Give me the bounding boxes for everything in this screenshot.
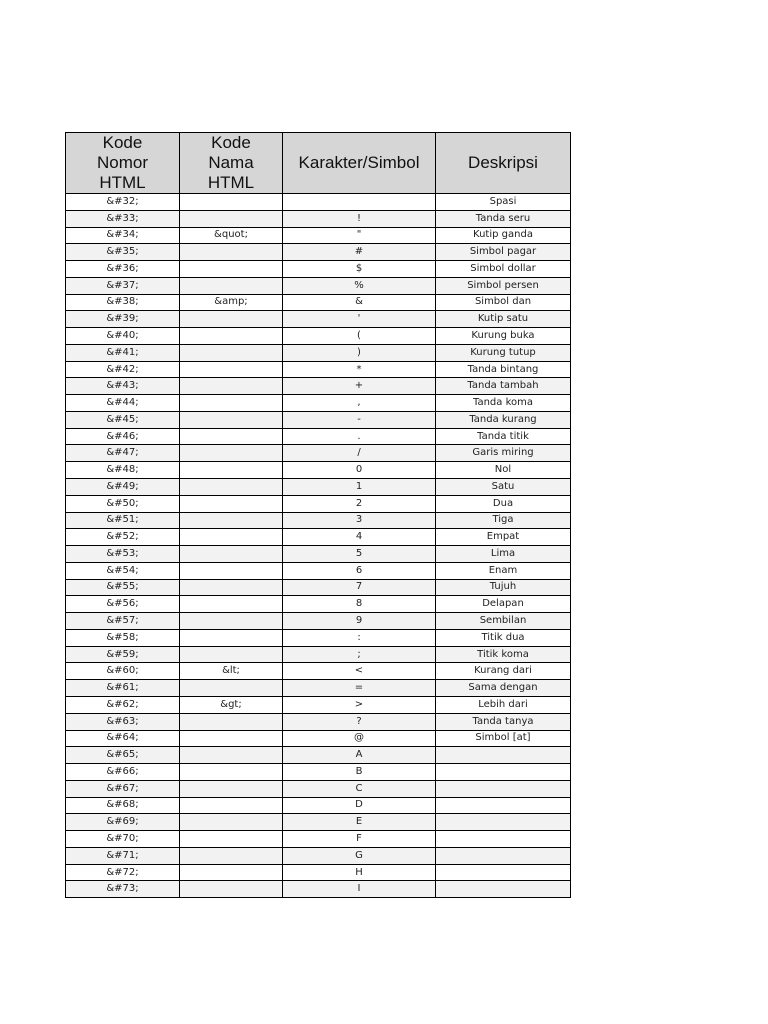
cell-kode-nama (180, 411, 283, 428)
cell-karakter: @ (283, 730, 436, 747)
cell-kode-nomor: &#56; (66, 596, 180, 613)
cell-kode-nama (180, 747, 283, 764)
cell-kode-nama (180, 629, 283, 646)
table-row (66, 546, 571, 563)
cell-karakter: H (283, 864, 436, 881)
cell-kode-nama (180, 445, 283, 462)
cell-kode-nama (180, 378, 283, 395)
cell-kode-nomor: &#72; (66, 864, 180, 881)
table-row (66, 613, 571, 630)
table-row (66, 831, 571, 848)
cell-deskripsi (436, 764, 571, 781)
header-kode-nomor: Kode Nomor HTML (66, 133, 180, 194)
cell-karakter: 8 (283, 596, 436, 613)
table-row (66, 378, 571, 395)
table-row (66, 495, 571, 512)
cell-kode-nomor: &#54; (66, 562, 180, 579)
cell-kode-nomor: &#32; (66, 194, 180, 211)
cell-kode-nama (180, 613, 283, 630)
cell-deskripsi (436, 747, 571, 764)
cell-deskripsi: Simbol [at] (436, 730, 571, 747)
cell-deskripsi: Empat (436, 529, 571, 546)
cell-deskripsi: Lima (436, 546, 571, 563)
cell-deskripsi: Kurung tutup (436, 344, 571, 361)
cell-karakter: % (283, 277, 436, 294)
cell-kode-nama (180, 495, 283, 512)
cell-kode-nomor: &#39; (66, 311, 180, 328)
cell-deskripsi: Spasi (436, 194, 571, 211)
cell-karakter: $ (283, 261, 436, 278)
cell-deskripsi: Nol (436, 462, 571, 479)
cell-kode-nomor: &#69; (66, 814, 180, 831)
cell-kode-nomor: &#59; (66, 646, 180, 663)
cell-karakter: > (283, 696, 436, 713)
cell-kode-nomor: &#60; (66, 663, 180, 680)
cell-karakter: B (283, 764, 436, 781)
cell-kode-nomor: &#55; (66, 579, 180, 596)
cell-kode-nomor: &#35; (66, 244, 180, 261)
table-row (66, 529, 571, 546)
cell-kode-nomor: &#57; (66, 613, 180, 630)
cell-kode-nomor: &#36; (66, 261, 180, 278)
cell-karakter: & (283, 294, 436, 311)
table-row (66, 512, 571, 529)
cell-kode-nama (180, 210, 283, 227)
cell-deskripsi: Enam (436, 562, 571, 579)
table-row (66, 730, 571, 747)
table-row (66, 411, 571, 428)
table-row (66, 344, 571, 361)
table-row (66, 747, 571, 764)
cell-karakter: ' (283, 311, 436, 328)
html-character-table (65, 132, 571, 898)
table-row (66, 797, 571, 814)
cell-deskripsi: Simbol dollar (436, 261, 571, 278)
cell-karakter: + (283, 378, 436, 395)
cell-kode-nomor: &#41; (66, 344, 180, 361)
cell-karakter: 2 (283, 495, 436, 512)
cell-kode-nama (180, 244, 283, 261)
cell-karakter: = (283, 680, 436, 697)
cell-kode-nomor: &#33; (66, 210, 180, 227)
cell-deskripsi: Kutip ganda (436, 227, 571, 244)
cell-kode-nomor: &#34; (66, 227, 180, 244)
cell-kode-nomor: &#70; (66, 831, 180, 848)
cell-kode-nomor: &#68; (66, 797, 180, 814)
table-row (66, 261, 571, 278)
cell-kode-nomor: &#48; (66, 462, 180, 479)
cell-kode-nama: &amp; (180, 294, 283, 311)
cell-deskripsi: Tanda seru (436, 210, 571, 227)
cell-kode-nama (180, 395, 283, 412)
cell-kode-nama (180, 328, 283, 345)
table-row (66, 579, 571, 596)
cell-karakter: 0 (283, 462, 436, 479)
cell-kode-nama: &lt; (180, 663, 283, 680)
cell-kode-nomor: &#47; (66, 445, 180, 462)
cell-kode-nomor: &#52; (66, 529, 180, 546)
cell-kode-nama (180, 596, 283, 613)
cell-karakter: / (283, 445, 436, 462)
cell-karakter: 5 (283, 546, 436, 563)
cell-deskripsi: Tiga (436, 512, 571, 529)
cell-kode-nama (180, 864, 283, 881)
cell-deskripsi: Kutip satu (436, 311, 571, 328)
table-row (66, 361, 571, 378)
cell-kode-nama (180, 361, 283, 378)
table-row (66, 277, 571, 294)
table-row (66, 294, 571, 311)
cell-karakter: ( (283, 328, 436, 345)
cell-karakter: . (283, 428, 436, 445)
cell-karakter: 1 (283, 479, 436, 496)
cell-kode-nama (180, 512, 283, 529)
cell-deskripsi (436, 780, 571, 797)
table-row (66, 847, 571, 864)
cell-deskripsi: Simbol dan (436, 294, 571, 311)
table-row (66, 663, 571, 680)
cell-deskripsi: Tanda titik (436, 428, 571, 445)
cell-karakter: C (283, 780, 436, 797)
cell-karakter: G (283, 847, 436, 864)
table-row (66, 244, 571, 261)
cell-deskripsi: Kurang dari (436, 663, 571, 680)
cell-kode-nomor: &#62; (66, 696, 180, 713)
cell-deskripsi: Simbol pagar (436, 244, 571, 261)
cell-karakter: 7 (283, 579, 436, 596)
cell-kode-nama (180, 780, 283, 797)
cell-deskripsi: Sama dengan (436, 680, 571, 697)
cell-karakter: # (283, 244, 436, 261)
cell-deskripsi (436, 814, 571, 831)
cell-kode-nomor: &#64; (66, 730, 180, 747)
cell-karakter: : (283, 629, 436, 646)
cell-karakter: * (283, 361, 436, 378)
table-row (66, 462, 571, 479)
table-row (66, 881, 571, 898)
cell-kode-nomor: &#65; (66, 747, 180, 764)
cell-kode-nomor: &#40; (66, 328, 180, 345)
cell-deskripsi: Titik dua (436, 629, 571, 646)
table-row (66, 864, 571, 881)
cell-deskripsi: Tanda koma (436, 395, 571, 412)
cell-kode-nama (180, 311, 283, 328)
cell-deskripsi: Kurung buka (436, 328, 571, 345)
table-row (66, 596, 571, 613)
cell-kode-nomor: &#43; (66, 378, 180, 395)
cell-kode-nama: &gt; (180, 696, 283, 713)
cell-karakter: 4 (283, 529, 436, 546)
cell-kode-nomor: &#71; (66, 847, 180, 864)
cell-kode-nomor: &#67; (66, 780, 180, 797)
cell-kode-nama (180, 194, 283, 211)
table-row (66, 479, 571, 496)
table-row (66, 814, 571, 831)
table-row (66, 780, 571, 797)
cell-kode-nomor: &#73; (66, 881, 180, 898)
cell-deskripsi: Lebih dari (436, 696, 571, 713)
cell-karakter: 3 (283, 512, 436, 529)
cell-kode-nama: &quot; (180, 227, 283, 244)
cell-kode-nama (180, 529, 283, 546)
cell-karakter: , (283, 395, 436, 412)
cell-kode-nomor: &#45; (66, 411, 180, 428)
cell-kode-nama (180, 797, 283, 814)
cell-kode-nomor: &#44; (66, 395, 180, 412)
cell-deskripsi: Tujuh (436, 579, 571, 596)
cell-kode-nomor: &#51; (66, 512, 180, 529)
cell-kode-nama (180, 730, 283, 747)
cell-karakter (283, 194, 436, 211)
table-header (66, 133, 571, 194)
table-row (66, 764, 571, 781)
cell-kode-nomor: &#37; (66, 277, 180, 294)
cell-deskripsi (436, 831, 571, 848)
header-deskripsi: Deskripsi (436, 133, 571, 194)
cell-kode-nama (180, 646, 283, 663)
cell-karakter: D (283, 797, 436, 814)
table-row (66, 328, 571, 345)
cell-deskripsi (436, 881, 571, 898)
cell-kode-nama (180, 814, 283, 831)
cell-kode-nomor: &#46; (66, 428, 180, 445)
cell-deskripsi: Tanda bintang (436, 361, 571, 378)
cell-kode-nama (180, 831, 283, 848)
cell-karakter: 9 (283, 613, 436, 630)
cell-kode-nama (180, 713, 283, 730)
cell-karakter: 6 (283, 562, 436, 579)
cell-kode-nomor: &#63; (66, 713, 180, 730)
cell-kode-nama (180, 562, 283, 579)
cell-deskripsi: Satu (436, 479, 571, 496)
table-body (66, 194, 571, 898)
cell-deskripsi: Delapan (436, 596, 571, 613)
cell-deskripsi: Dua (436, 495, 571, 512)
table-row (66, 696, 571, 713)
table-row (66, 194, 571, 211)
cell-kode-nama (180, 579, 283, 596)
cell-deskripsi: Tanda tambah (436, 378, 571, 395)
table-row (66, 445, 571, 462)
table-row (66, 646, 571, 663)
cell-kode-nama (180, 277, 283, 294)
cell-deskripsi (436, 797, 571, 814)
cell-karakter: < (283, 663, 436, 680)
table-row (66, 713, 571, 730)
cell-kode-nama (180, 462, 283, 479)
cell-karakter: E (283, 814, 436, 831)
cell-karakter: ? (283, 713, 436, 730)
table-row (66, 629, 571, 646)
cell-deskripsi: Titik koma (436, 646, 571, 663)
header-row (66, 133, 571, 194)
cell-kode-nama (180, 344, 283, 361)
cell-kode-nama (180, 546, 283, 563)
cell-kode-nama (180, 881, 283, 898)
cell-deskripsi: Tanda kurang (436, 411, 571, 428)
cell-kode-nama (180, 261, 283, 278)
cell-deskripsi (436, 847, 571, 864)
cell-kode-nomor: &#42; (66, 361, 180, 378)
cell-deskripsi: Simbol persen (436, 277, 571, 294)
cell-deskripsi (436, 864, 571, 881)
cell-karakter: ; (283, 646, 436, 663)
cell-deskripsi: Sembilan (436, 613, 571, 630)
cell-karakter: ) (283, 344, 436, 361)
cell-kode-nama (180, 479, 283, 496)
cell-kode-nomor: &#58; (66, 629, 180, 646)
header-kode-nama: Kode Nama HTML (180, 133, 283, 194)
cell-karakter: I (283, 881, 436, 898)
cell-kode-nomor: &#49; (66, 479, 180, 496)
table-row (66, 210, 571, 227)
cell-karakter: A (283, 747, 436, 764)
table-row (66, 227, 571, 244)
cell-kode-nama (180, 847, 283, 864)
table-row (66, 395, 571, 412)
cell-kode-nomor: &#61; (66, 680, 180, 697)
cell-deskripsi: Tanda tanya (436, 713, 571, 730)
header-karakter: Karakter/Simbol (283, 133, 436, 194)
cell-kode-nama (180, 680, 283, 697)
table-row (66, 311, 571, 328)
cell-kode-nama (180, 764, 283, 781)
cell-kode-nama (180, 428, 283, 445)
table-row (66, 562, 571, 579)
table-row (66, 428, 571, 445)
cell-kode-nomor: &#38; (66, 294, 180, 311)
table-row (66, 680, 571, 697)
cell-kode-nomor: &#50; (66, 495, 180, 512)
cell-deskripsi: Garis miring (436, 445, 571, 462)
cell-karakter: - (283, 411, 436, 428)
cell-kode-nomor: &#66; (66, 764, 180, 781)
cell-karakter: ! (283, 210, 436, 227)
cell-karakter: " (283, 227, 436, 244)
cell-karakter: F (283, 831, 436, 848)
cell-kode-nomor: &#53; (66, 546, 180, 563)
